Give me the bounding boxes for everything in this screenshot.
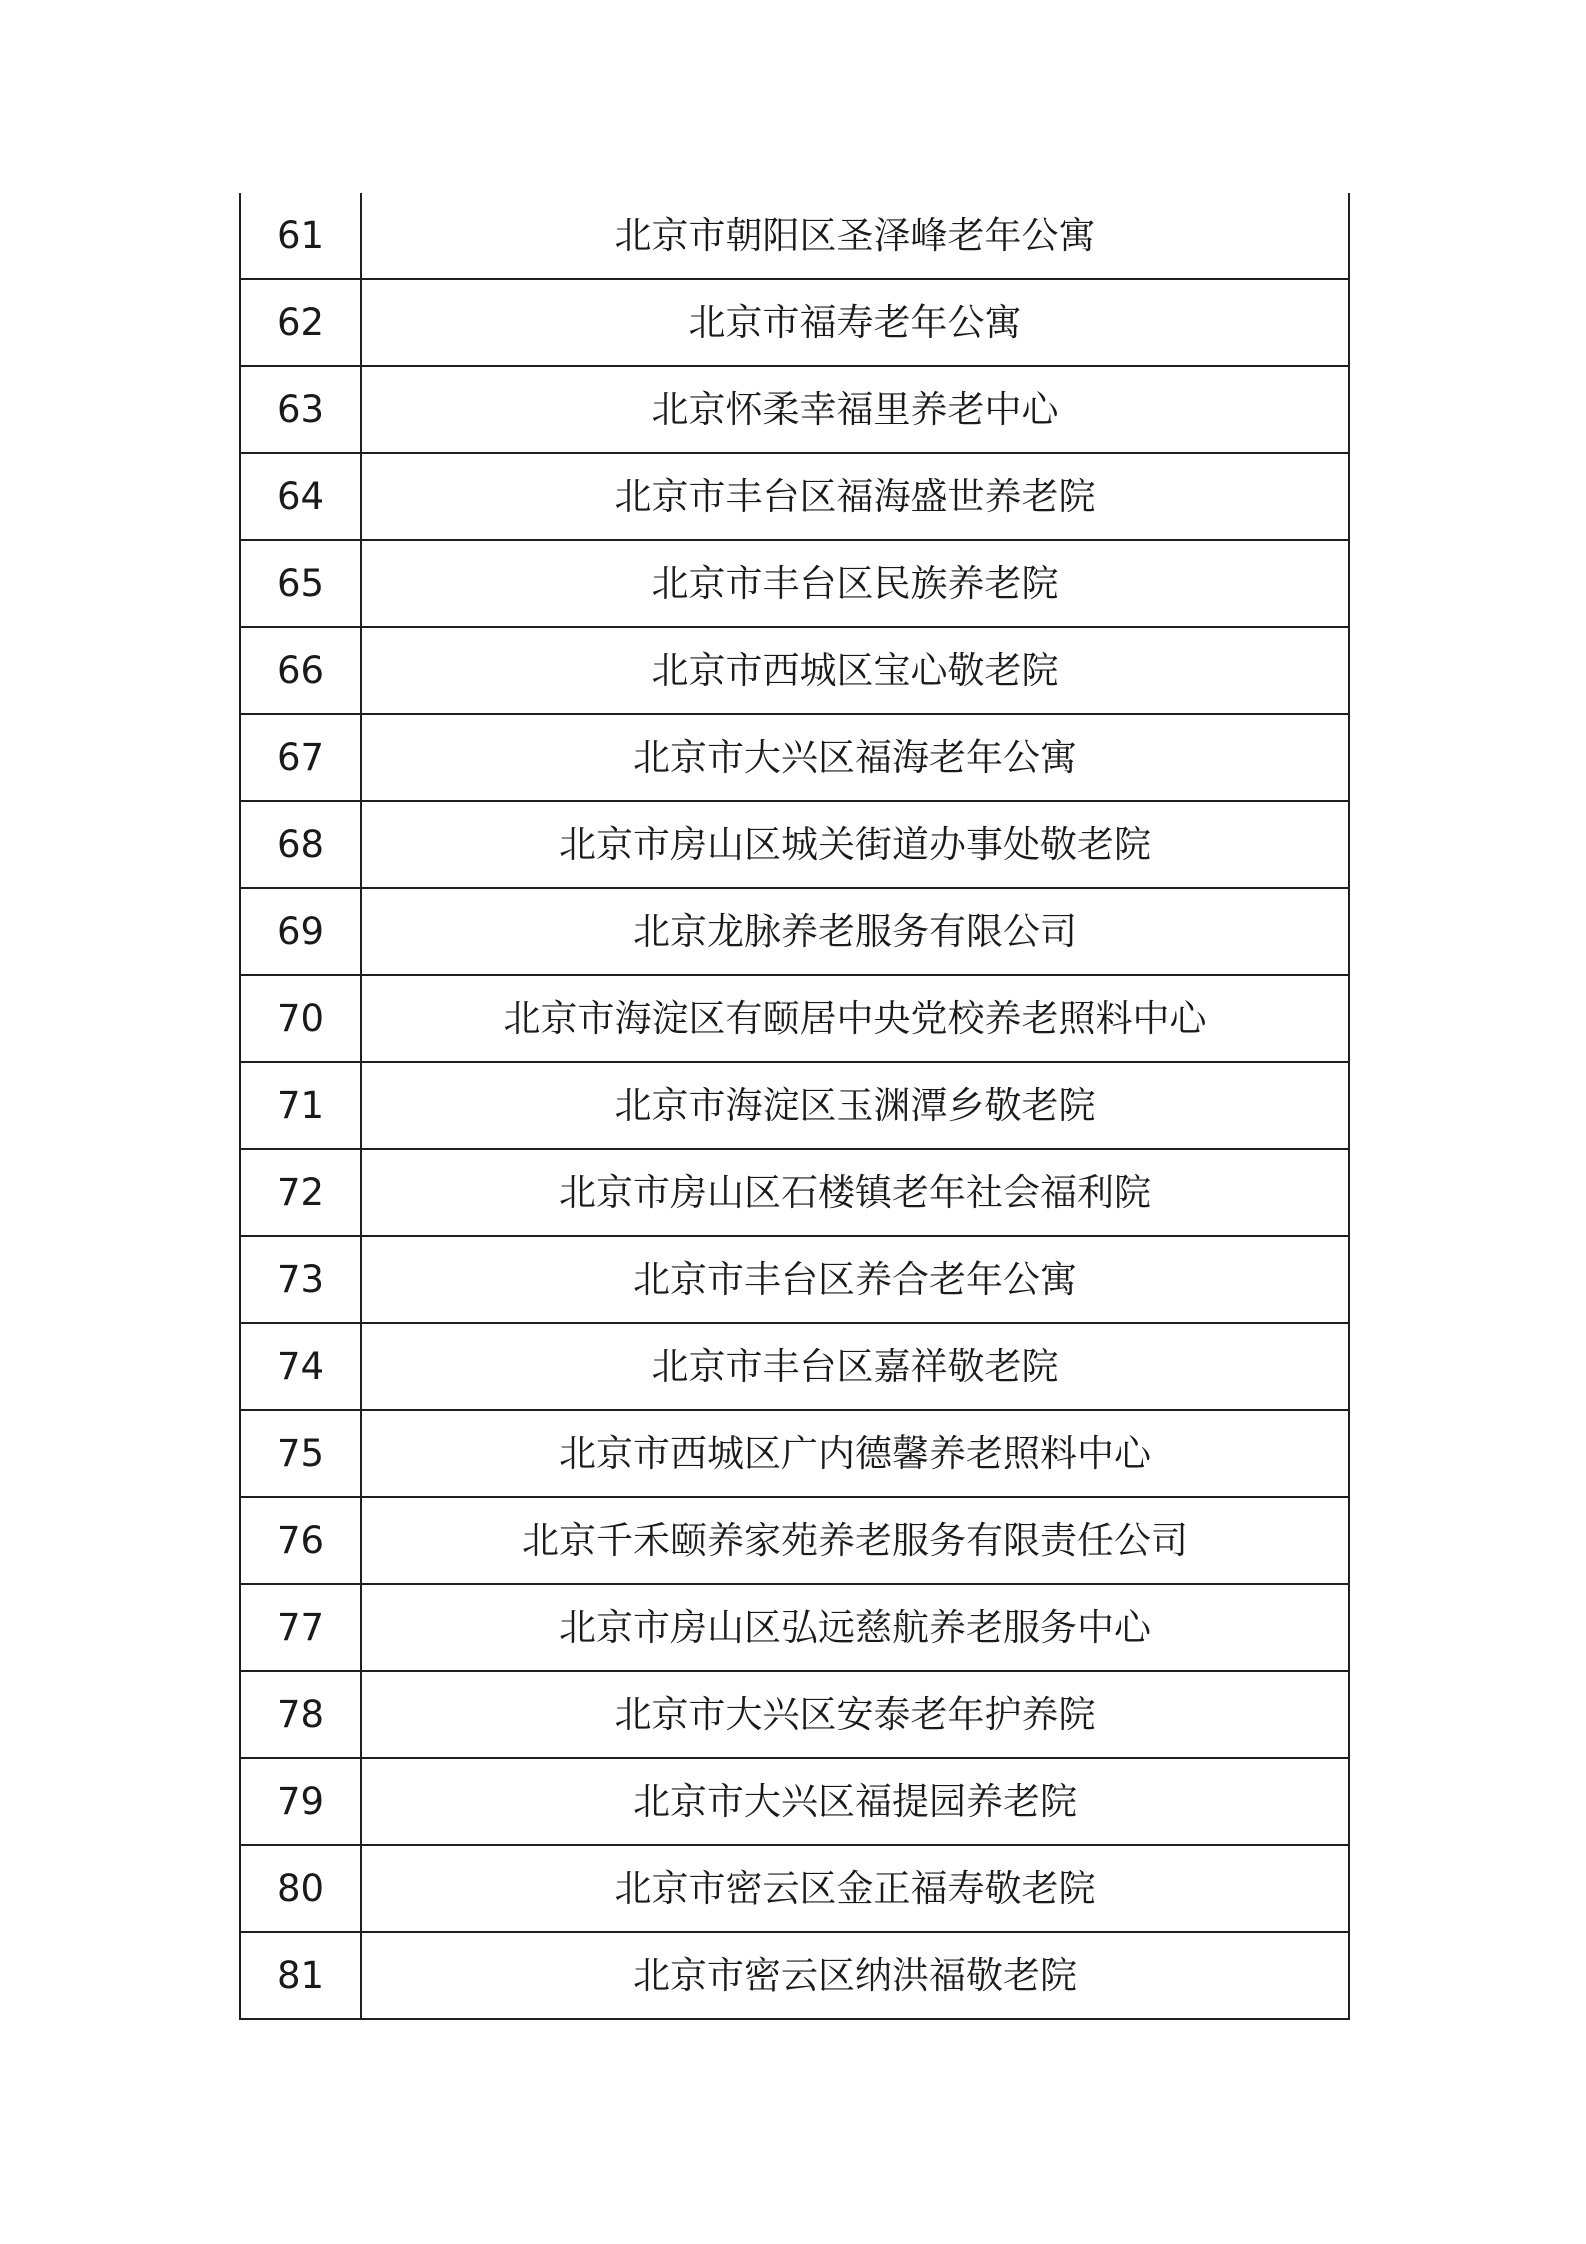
table-row <box>240 366 1349 453</box>
row-number: 81 <box>240 1932 361 2019</box>
table-row <box>240 714 1349 801</box>
table-row <box>240 193 1349 279</box>
row-number: 75 <box>240 1410 361 1497</box>
institution-name: 北京市大兴区福提园养老院 <box>361 1758 1349 1845</box>
institution-name: 北京市密云区纳洪福敬老院 <box>361 1932 1349 2019</box>
institution-name: 北京市丰台区民族养老院 <box>361 540 1349 627</box>
institution-name: 北京市海淀区有颐居中央党校养老照料中心 <box>361 975 1349 1062</box>
table-row <box>240 801 1349 888</box>
row-number: 80 <box>240 1845 361 1932</box>
table-row <box>240 1062 1349 1149</box>
institution-name: 北京市西城区广内德馨养老照料中心 <box>361 1410 1349 1497</box>
table-row <box>240 1671 1349 1758</box>
institution-name: 北京市大兴区福海老年公寓 <box>361 714 1349 801</box>
institution-table <box>239 193 1350 2020</box>
institution-name: 北京市大兴区安泰老年护养院 <box>361 1671 1349 1758</box>
institution-name: 北京市西城区宝心敬老院 <box>361 627 1349 714</box>
institution-name: 北京市房山区石楼镇老年社会福利院 <box>361 1149 1349 1236</box>
row-number: 78 <box>240 1671 361 1758</box>
table-row <box>240 888 1349 975</box>
table-row <box>240 279 1349 366</box>
row-number: 76 <box>240 1497 361 1584</box>
row-number: 77 <box>240 1584 361 1671</box>
table-row <box>240 1236 1349 1323</box>
row-number: 70 <box>240 975 361 1062</box>
row-number: 74 <box>240 1323 361 1410</box>
institution-name: 北京市房山区城关街道办事处敬老院 <box>361 801 1349 888</box>
row-number: 62 <box>240 279 361 366</box>
row-number: 73 <box>240 1236 361 1323</box>
institution-name: 北京怀柔幸福里养老中心 <box>361 366 1349 453</box>
table-row <box>240 627 1349 714</box>
row-number: 66 <box>240 627 361 714</box>
row-number: 68 <box>240 801 361 888</box>
table-row <box>240 540 1349 627</box>
institution-name: 北京龙脉养老服务有限公司 <box>361 888 1349 975</box>
table-body <box>240 193 1349 2019</box>
row-number: 69 <box>240 888 361 975</box>
row-number: 64 <box>240 453 361 540</box>
institution-name: 北京市福寿老年公寓 <box>361 279 1349 366</box>
row-number: 63 <box>240 366 361 453</box>
institution-name: 北京市密云区金正福寿敬老院 <box>361 1845 1349 1932</box>
row-number: 79 <box>240 1758 361 1845</box>
table-row <box>240 1584 1349 1671</box>
table-row <box>240 1758 1349 1845</box>
row-number: 61 <box>240 193 361 279</box>
institution-name: 北京市房山区弘远慈航养老服务中心 <box>361 1584 1349 1671</box>
institution-name: 北京市丰台区嘉祥敬老院 <box>361 1323 1349 1410</box>
institution-name: 北京市朝阳区圣泽峰老年公寓 <box>361 193 1349 279</box>
institution-name: 北京市丰台区福海盛世养老院 <box>361 453 1349 540</box>
table-row <box>240 453 1349 540</box>
institution-name: 北京市海淀区玉渊潭乡敬老院 <box>361 1062 1349 1149</box>
table-row <box>240 1497 1349 1584</box>
table-row <box>240 1932 1349 2019</box>
table-row <box>240 1410 1349 1497</box>
row-number: 65 <box>240 540 361 627</box>
table-row <box>240 975 1349 1062</box>
institution-name: 北京市丰台区养合老年公寓 <box>361 1236 1349 1323</box>
row-number: 72 <box>240 1149 361 1236</box>
table-row <box>240 1845 1349 1932</box>
row-number: 67 <box>240 714 361 801</box>
row-number: 71 <box>240 1062 361 1149</box>
institution-name: 北京千禾颐养家苑养老服务有限责任公司 <box>361 1497 1349 1584</box>
table-row <box>240 1323 1349 1410</box>
table-row <box>240 1149 1349 1236</box>
